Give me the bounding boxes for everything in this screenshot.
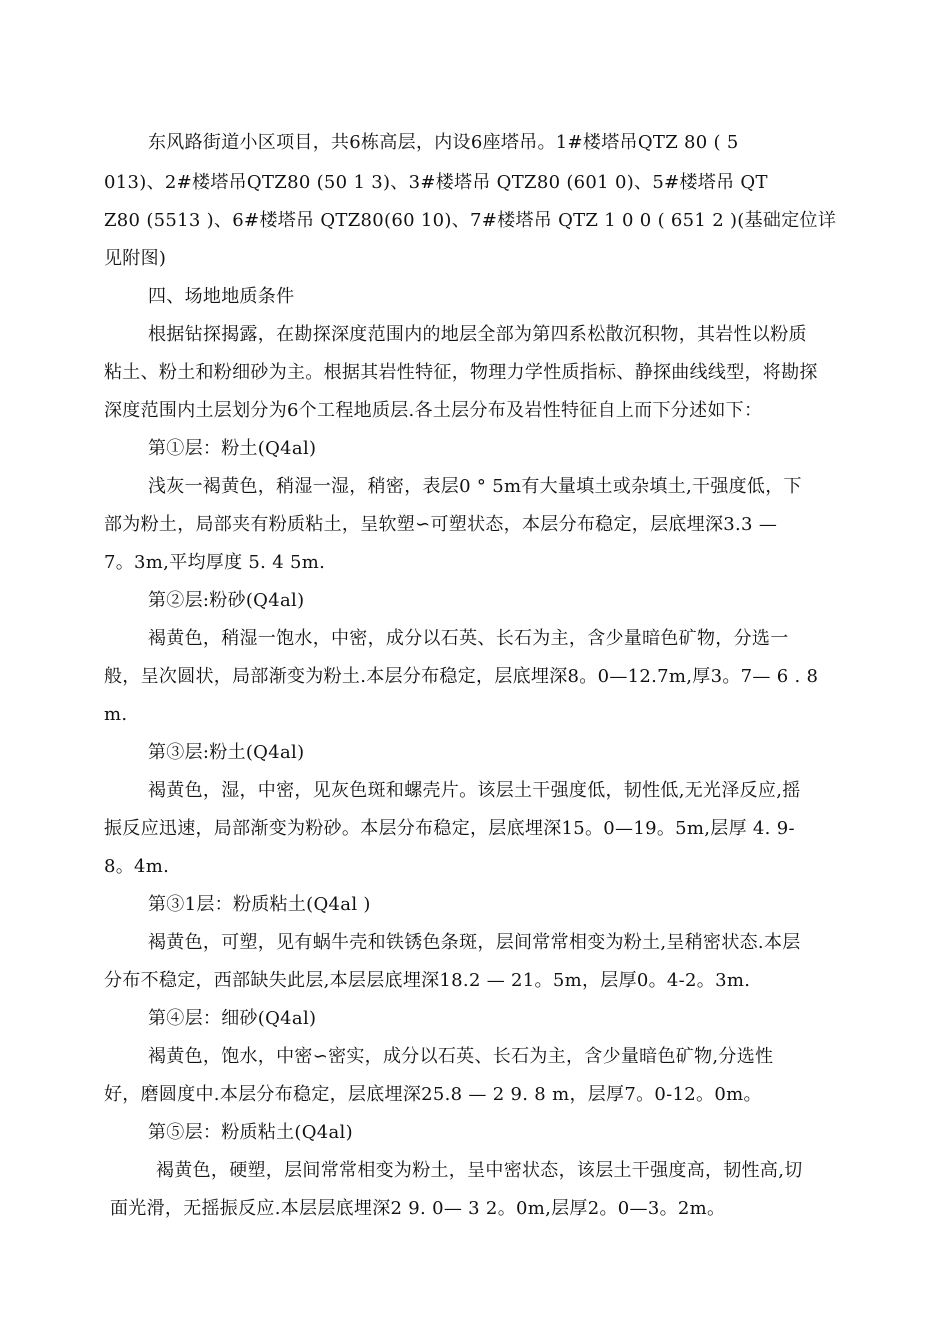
text-line: 褐黄色，稍湿一饱水，中密，成分以石英、长石为主，含少量暗色矿物，分选一 [148,628,789,649]
text-line: 褐黄色，湿，中密，见灰色斑和螺壳片。该层土干强度低，韧性低,无光泽反应,摇 [148,780,801,801]
layer-heading: 第②层:粉砂(Q4al) [148,590,305,611]
text-line: 东风路街道小区项目，共6栋高层，内设6座塔吊。1#楼塔吊QTZ 80 ( 5 [148,132,739,153]
text-line: 013)、2#楼塔吊QTZ80 (50 1 3)、3#楼塔吊 QTZ80 (601 0)、5#楼塔吊 QT [104,172,768,193]
text-line: 粘土、粉土和粉细砂为主。根据其岩性特征，物理力学性质指标、静探曲线线型，将勘探 [104,362,818,383]
text-line: Z80 (5513 )、6#楼塔吊 QTZ80(60 10)、7#楼塔吊 QTZ 1 0 0 ( 651 2 )(基础定位详 [104,210,837,231]
layer-heading: 第⑤层：粉质粘土(Q4al) [148,1122,353,1143]
layer-heading: 第③层:粉土(Q4al) [148,742,305,763]
text-line: 褐黄色，饱水，中密∽密实，成分以石英、长石为主，含少量暗色矿物,分选性 [148,1046,774,1067]
text-line: 部为粉土，局部夹有粉质粘土，呈软塑∽可塑状态，本层分布稳定，层底埋深3.3 — [104,514,778,535]
section-heading: 四、场地地质条件 [148,286,295,307]
layer-heading: 第④层：细砂(Q4al) [148,1008,317,1029]
text-line: 浅灰一褐黄色，稍湿一湿，稍密，表层0 ° 5m有大量填土或杂填土,干强度低，下 [148,476,802,497]
text-line: 7。3m,平均厚度 5. 4 5m. [104,552,326,573]
layer-heading: 第③1层：粉质粘土(Q4al ) [148,894,371,915]
layer-heading: 第①层：粉土(Q4al) [148,438,317,459]
text-line: 深度范围内土层划分为6个工程地质层.各土层分布及岩性特征自上而下分述如下： [104,400,763,421]
text-line: 根据钻探揭露，在勘探深度范围内的地层全部为第四系松散沉积物，其岩性以粉质 [148,324,807,345]
text-line: 面光滑，无摇振反应.本层层底埋深2 9. 0— 3 2。0m,层厚2。0—3。2m。 [110,1198,726,1219]
text-line: 振反应迅速，局部渐变为粉砂。本层分布稳定，层底埋深15。0—19。5m,层厚 4. 9- [104,818,795,839]
text-line: 褐黄色，可塑，见有蜗牛壳和铁锈色条斑，层间常常相变为粉土,呈稍密状态.本层 [148,932,801,953]
text-line: 见附图) [104,248,167,269]
text-line: 8。4m. [104,856,170,877]
text-line: 般，呈次圆状，局部渐变为粉土.本层分布稳定，层底埋深8。0—12.7m,厚3。7— 6 . 8 [104,666,819,687]
text-line: 好，磨圆度中.本层分布稳定，层底埋深25.8 — 2 9. 8 m，层厚7。0-12。0m。 [104,1084,762,1105]
text-line: 褐黄色，硬塑，层间常常相变为粉土，呈中密状态，该层土干强度高，韧性高,切 [156,1160,803,1181]
text-line: m. [104,704,128,725]
text-line: 分布不稳定，西部缺失此层,本层层底埋深18.2 — 21。5m，层厚0。4-2。3m. [104,970,751,991]
